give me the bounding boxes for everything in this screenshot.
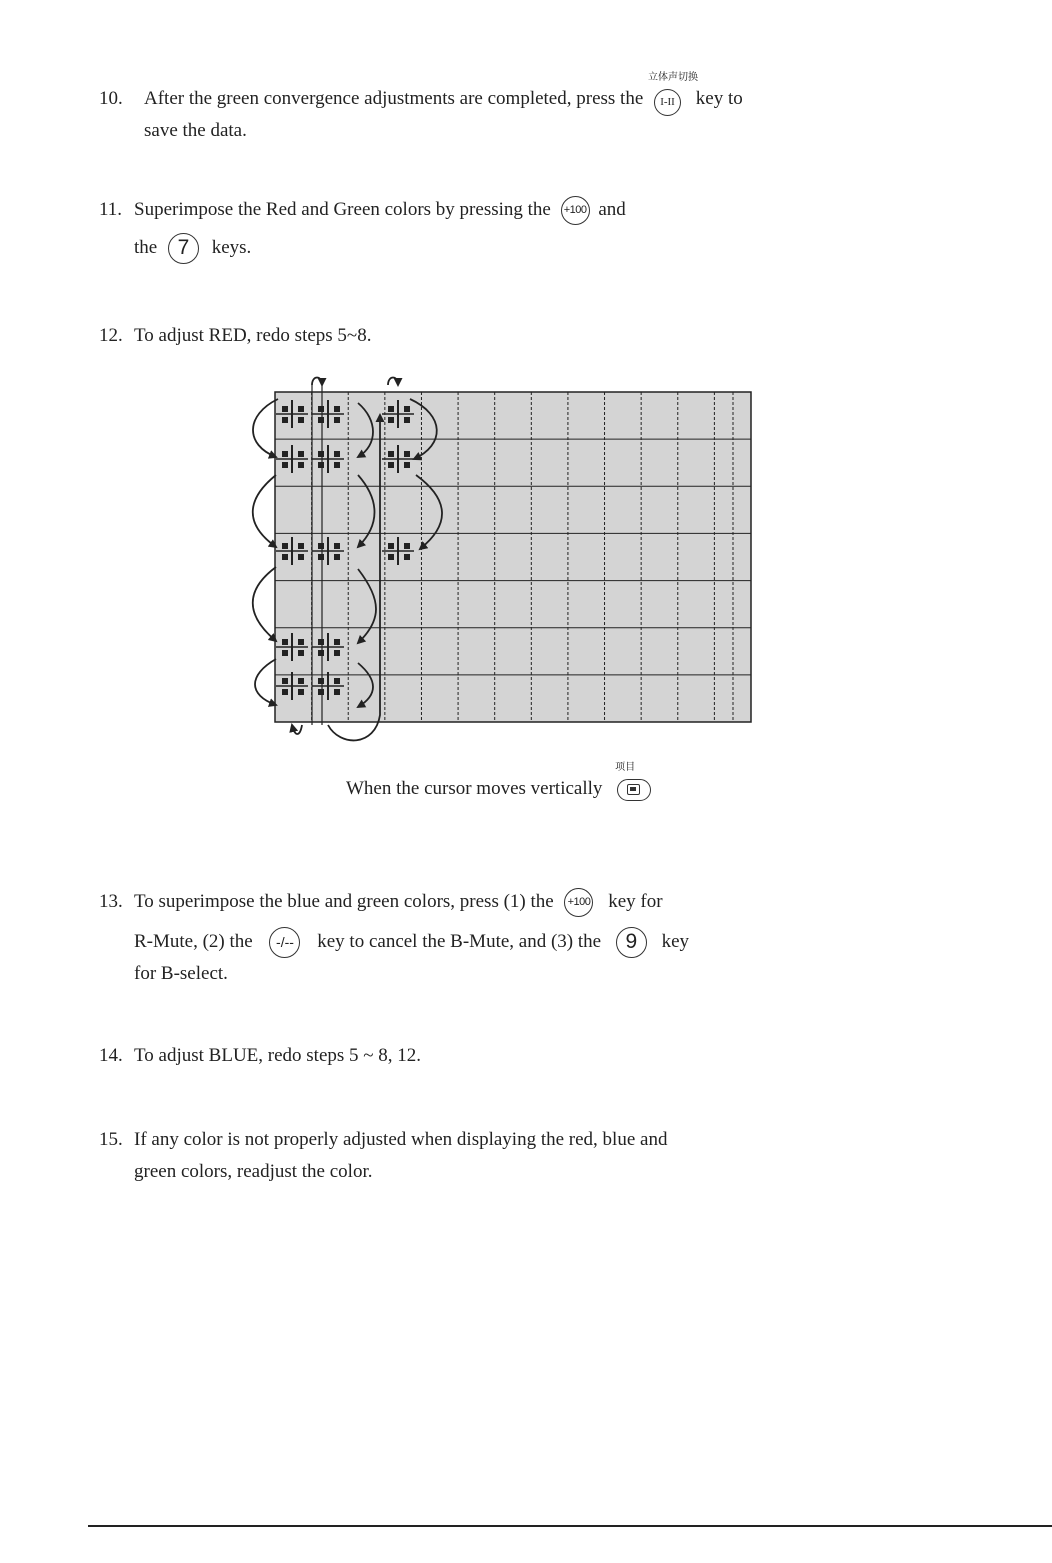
marker-square [318,543,324,549]
marker-square [282,554,288,560]
step-text: and [598,199,626,220]
marker-square [334,639,340,645]
step-text: key to cancel the B-Mute, and (3) the [317,931,602,952]
marker-square [404,554,410,560]
marker-square [298,417,304,423]
marker-square [282,406,288,412]
step-text: key for [608,891,663,912]
marker-square [318,639,324,645]
step-15 [99,1124,667,1156]
marker-square [318,406,324,412]
marker-square [282,543,288,549]
marker-square [388,554,394,560]
marker-square [388,462,394,468]
step-13 [99,886,663,918]
marker-square [298,639,304,645]
marker-square [298,462,304,468]
caption-text: When the cursor moves vertically [346,778,603,799]
step-10-continued: save the data. [144,120,247,141]
cursor-arrow [388,378,398,386]
marker-square [334,543,340,549]
step-text: key to [695,88,743,109]
digit-7-key-icon: 7 [168,233,199,264]
marker-square [282,689,288,695]
step-14 [99,1040,421,1072]
dash-key-icon: -/-- [269,927,300,958]
plus-100-key-icon: +100 [561,196,590,225]
marker-square [318,554,324,560]
marker-square [388,417,394,423]
marker-square [388,406,394,412]
grid-layer [275,392,751,722]
cursor-arrow [253,567,276,641]
cursor-arrow [255,659,276,705]
convergence-grid-figure [240,375,760,755]
step-text: After the green convergence adjustments are completed, press the [144,88,644,109]
marker-square [404,417,410,423]
marker-square [282,462,288,468]
marker-square [298,451,304,457]
step-number: 11. [99,199,123,220]
step-text: To superimpose the blue and green colors, press (1) the [134,891,554,912]
stereo-switch-key [648,71,699,116]
marker-square [404,543,410,549]
marker-square [282,451,288,457]
step-number: 12. [99,325,123,346]
marker-square [334,554,340,560]
cursor-arrow [292,725,302,734]
marker-square [404,451,410,457]
step-number: 15. [99,1129,123,1150]
plus-100-key-icon: +100 [564,888,593,917]
marker-square [318,689,324,695]
grid-background [275,392,751,722]
marker-square [334,406,340,412]
marker-square [282,678,288,684]
step-text: the [134,237,158,258]
cursor-arrow [253,399,278,457]
cursor-arrow [253,475,276,547]
marker-square [334,462,340,468]
marker-square [282,650,288,656]
footer-rule [88,1525,1052,1527]
step-number: 14. [99,1045,123,1066]
step-13-continued [134,926,689,958]
marker-square [334,451,340,457]
step-10 [99,71,743,116]
step-text: If any color is not properly adjusted when displaying the red, blue and [134,1129,668,1150]
marker-square [298,678,304,684]
step-text: To adjust BLUE, redo steps 5 ~ 8, 12. [134,1045,422,1066]
step-12 [99,320,371,352]
step-11 [99,194,626,226]
marker-square [298,406,304,412]
menu-key-icon [617,779,651,801]
marker-square [298,543,304,549]
marker-square [298,650,304,656]
marker-square [318,417,324,423]
step-number: 10. [99,88,123,109]
key-caption: 项目 [615,761,636,773]
marker-square [298,689,304,695]
step-13-end: for B-select. [134,963,228,984]
figure-caption [346,761,651,806]
digit-9-key-icon: 9 [616,927,647,958]
marker-square [334,417,340,423]
marker-square [334,678,340,684]
marker-square [388,451,394,457]
step-text: keys. [211,237,252,258]
marker-square [318,451,324,457]
marker-square [334,689,340,695]
step-text: key [661,931,690,952]
menu-key [615,761,651,806]
step-text: To adjust RED, redo steps 5~8. [134,325,372,346]
marker-square [282,417,288,423]
marker-square [298,554,304,560]
key-caption: 立体声切换 [648,71,699,83]
marker-square [282,639,288,645]
marker-square [318,650,324,656]
step-text: R-Mute, (2) the [134,931,253,952]
marker-square [318,462,324,468]
marker-square [334,650,340,656]
step-11-continued [134,232,251,264]
i-ii-key-icon: I-II [654,89,681,116]
step-15-continued: green colors, readjust the color. [134,1161,373,1182]
cursor-arrow [312,378,322,386]
marker-square [404,406,410,412]
step-number: 13. [99,891,123,912]
marker-square [404,462,410,468]
marker-square [318,678,324,684]
step-text: Superimpose the Red and Green colors by pressing the [134,199,551,220]
marker-square [388,543,394,549]
